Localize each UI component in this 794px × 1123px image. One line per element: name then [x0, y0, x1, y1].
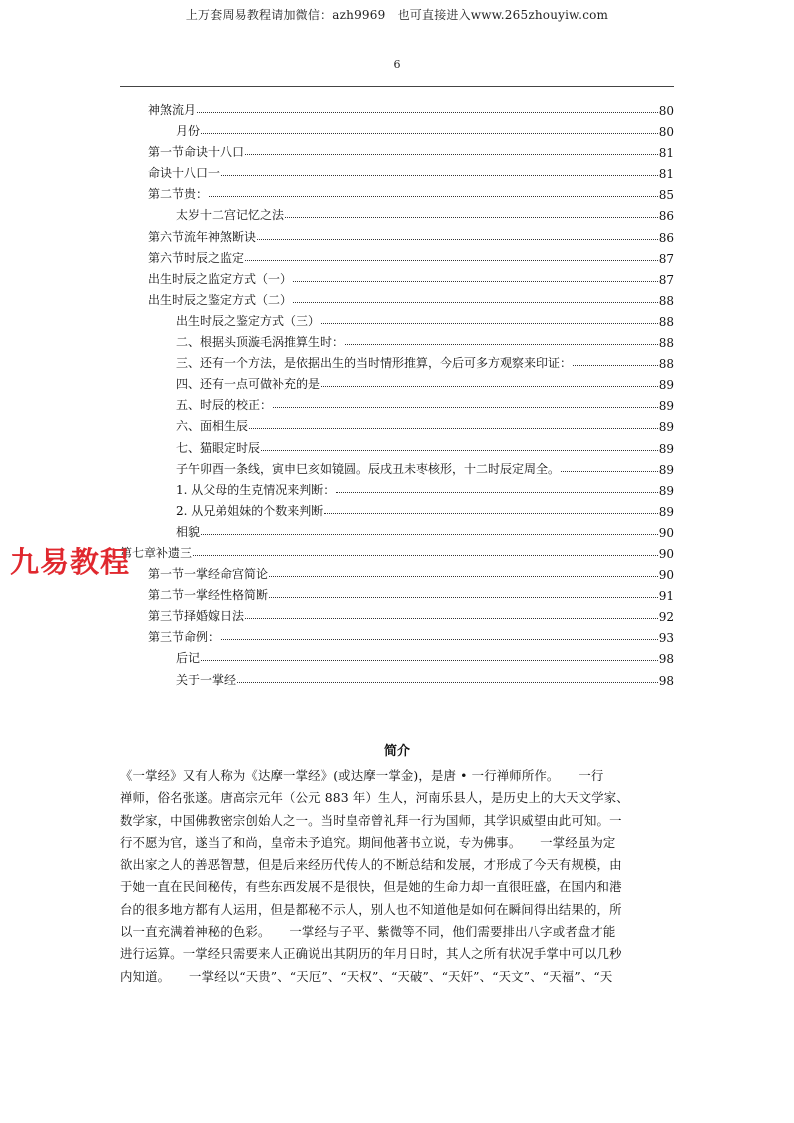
- toc-entry-label: 命诀十八口一: [148, 166, 221, 181]
- toc-entry-page: 88: [658, 336, 674, 351]
- toc-entry[interactable]: [0, 245, 794, 266]
- toc-entry-page: 89: [658, 399, 674, 414]
- toc-entry-label: 月份: [176, 124, 201, 139]
- toc-leader-dots: [261, 450, 658, 451]
- toc-entry-label: 三、还有一个方法，是依据出生的当时情形推算，今后可多方观察来印证：: [176, 356, 573, 371]
- toc-entry-page: 89: [658, 378, 674, 393]
- intro-paragraph-line: 行不愿为官，遂当了和尚，皇帝未予追究。期间他著书立说，专为佛事。 一掌经虽为定: [120, 834, 616, 850]
- toc-leader-dots: [201, 534, 658, 535]
- toc-entry-page: 81: [658, 167, 674, 182]
- toc-entry[interactable]: [0, 392, 794, 413]
- toc-leader-dots: [345, 344, 658, 345]
- toc-leader-dots: [249, 428, 658, 429]
- toc-entry[interactable]: [0, 329, 794, 350]
- toc-entry-label: 2. 从兄弟姐妹的个数来判断: [176, 503, 324, 518]
- toc-leader-dots: [197, 112, 658, 113]
- toc-leader-dots: [237, 682, 658, 683]
- toc-leader-dots: [293, 302, 658, 303]
- toc-entry[interactable]: [0, 97, 794, 118]
- toc-entry-label: 关于一掌经: [176, 672, 237, 687]
- toc-entry[interactable]: [0, 645, 794, 666]
- toc-entry-label: 第六节时辰之监定: [148, 250, 245, 265]
- toc-entry[interactable]: [0, 435, 794, 456]
- toc-entry[interactable]: [0, 603, 794, 624]
- toc-entry-label: 六、面相生辰: [176, 419, 249, 434]
- intro-paragraph-line: 数学家，中国佛教密宗创始人之一。当时皇帝曾礼拜一行为国师，其学识威望由此可知。一: [120, 812, 622, 828]
- toc-entry[interactable]: [0, 287, 794, 308]
- toc-entry[interactable]: [0, 519, 794, 540]
- toc-leader-dots: [201, 660, 658, 661]
- toc-entry-page: 80: [658, 104, 674, 118]
- toc-entry-page: 87: [658, 272, 674, 287]
- toc-entry-page: 86: [658, 230, 674, 245]
- toc-entry-page: 98: [658, 652, 674, 667]
- toc-entry[interactable]: [0, 224, 794, 245]
- toc-entry-label: 子午卯酉一条线，寅申巳亥如镜圆。辰戌丑未枣核形，十二时辰定周全。: [176, 461, 561, 476]
- toc-entry-page: 92: [658, 610, 674, 625]
- toc-leader-dots: [257, 239, 658, 240]
- toc-entry-label: 五、时辰的校正：: [176, 398, 273, 413]
- toc-entry-label: 第一节一掌经命宫简论: [148, 567, 269, 582]
- toc-entry-label: 第三节择婚嫁日法: [148, 609, 245, 624]
- toc-entry[interactable]: [0, 139, 794, 160]
- toc-entry-label: 太岁十二宫记忆之法: [176, 208, 285, 223]
- toc-entry[interactable]: [0, 371, 794, 392]
- toc-entry-page: 90: [658, 568, 674, 583]
- toc-leader-dots: [573, 365, 658, 366]
- toc-entry-page: 91: [658, 589, 674, 604]
- toc-entry-label: 第七章补遗三: [120, 545, 193, 560]
- toc-entry-page: 93: [658, 631, 674, 646]
- toc-entry-label: 出生时辰之鉴定方式（三）: [176, 313, 321, 328]
- toc-leader-dots: [336, 492, 657, 493]
- toc-entry-label: 第二节贵：: [148, 187, 209, 202]
- toc-entry-page: 88: [658, 357, 674, 372]
- toc-entry-page: 86: [658, 209, 674, 224]
- intro-paragraph-line: 《一掌经》又有人称为《达摩一掌经》(或达摩一掌金)，是唐 • 一行禅师所作。 一行: [120, 768, 604, 783]
- toc-entry-page: 89: [658, 483, 674, 498]
- intro-paragraph-line: 以一直充满着神秘的色彩。 一掌经与子平、紫微等不同，他们需要排出八字或者盘才能: [120, 924, 616, 940]
- toc-entry[interactable]: [0, 202, 794, 223]
- toc-leader-dots: [269, 576, 658, 577]
- intro-body: [120, 766, 674, 989]
- toc-leader-dots: [293, 281, 658, 282]
- toc-entry-label: 神煞流月: [148, 103, 197, 117]
- toc-leader-dots: [201, 133, 658, 134]
- toc-leader-dots: [245, 154, 658, 155]
- toc-entry-label: 四、还有一点可做补充的是: [176, 377, 321, 392]
- toc-entry[interactable]: [0, 266, 794, 287]
- toc-leader-dots: [324, 513, 657, 514]
- toc-leader-dots: [321, 323, 658, 324]
- toc-entry[interactable]: [0, 477, 794, 498]
- toc-entry-label: 出生时辰之监定方式（一）: [148, 271, 293, 286]
- toc-entry[interactable]: [0, 667, 794, 688]
- toc-entry-page: 85: [658, 188, 674, 203]
- intro-title: 简介: [383, 744, 410, 759]
- toc-entry[interactable]: [0, 498, 794, 519]
- toc-entry-label: 七、猫眼定时辰: [176, 440, 261, 455]
- toc-entry-page: 89: [658, 504, 674, 519]
- toc-entry-page: 87: [658, 251, 674, 266]
- toc-entry-page: 90: [658, 525, 674, 540]
- toc-entry-page: 80: [658, 125, 674, 140]
- toc-entry[interactable]: [0, 118, 794, 139]
- intro-paragraph-line: 台的很多地方都有人运用，但是都秘不示人，别人也不知道他是如何在瞬间得出结果的，所: [120, 901, 622, 917]
- toc-entry-page: 98: [658, 673, 674, 688]
- toc-entry-label: 后记: [176, 651, 201, 666]
- toc-entry-page: 81: [658, 146, 674, 161]
- toc-entry-label: 第三节命例：: [148, 630, 221, 645]
- toc-entry[interactable]: [0, 413, 794, 434]
- toc-entry-label: 第二节一掌经性格简断: [148, 588, 269, 603]
- intro-paragraph-line: 禅师，俗名张遂。唐高宗元年（公元 883 年）生人，河南乐县人，是历史上的大天文学家、: [120, 790, 629, 806]
- toc-entry-page: 90: [658, 546, 674, 561]
- toc-leader-dots: [321, 386, 658, 387]
- toc-entry-label: 第六节流年神煞断诀: [148, 229, 257, 244]
- intro-paragraph-line: 欲出家之人的善恶智慧，但是后来经历代传人的不断总结和发展，才形成了今天有规模，由: [120, 857, 622, 873]
- toc-leader-dots: [245, 618, 658, 619]
- toc-entry[interactable]: [0, 456, 794, 477]
- toc-entry[interactable]: [0, 350, 794, 371]
- toc-leader-dots: [273, 407, 658, 408]
- intro-paragraph-line: 于她一直在民间秘传，有些东西发展不是很快，但是她的生命力却一直很旺盛，在国内和港: [120, 879, 622, 895]
- toc-entry-label: 第一节命诀十八口: [148, 145, 245, 160]
- toc-leader-dots: [221, 639, 658, 640]
- page-header: 上万套周易教程请加微信：azh9969 也可直接进入www.265zhouyiw.com: [185, 8, 609, 22]
- page-number: 6: [393, 58, 401, 71]
- toc-leader-dots: [269, 597, 658, 598]
- toc-entry-page: 89: [658, 441, 674, 456]
- toc-entry[interactable]: [0, 624, 794, 645]
- watermark-logo: 九易教程: [10, 545, 131, 579]
- toc-leader-dots: [245, 260, 658, 261]
- toc-leader-dots: [285, 217, 658, 218]
- toc-entry-label: 二、根据头顶漩毛涡推算生时：: [176, 335, 345, 350]
- toc-entry-page: 89: [658, 420, 674, 435]
- intro-paragraph-line: 进行运算。一掌经只需要来人正确说出其阴历的年月日时，其人之所有状况手掌中可以几秒: [120, 946, 622, 962]
- toc-entry-page: 88: [658, 293, 674, 308]
- toc-entry[interactable]: [0, 160, 794, 181]
- toc-entry-label: 出生时辰之鉴定方式（二）: [148, 292, 293, 307]
- table-of-contents: [0, 97, 794, 688]
- intro-paragraph-line: 内知道。 一掌经以“天贵”、“天厄”、“天权”、“天破”、“天奸”、“天文”、“天福”、“天: [120, 968, 613, 984]
- toc-leader-dots: [193, 555, 658, 556]
- header-rule: [120, 86, 674, 87]
- toc-entry-page: 89: [658, 462, 674, 477]
- toc-entry-page: 88: [658, 314, 674, 329]
- toc-entry[interactable]: [0, 181, 794, 202]
- toc-leader-dots: [561, 471, 658, 472]
- toc-entry[interactable]: [0, 582, 794, 603]
- toc-leader-dots: [221, 175, 658, 176]
- toc-entry[interactable]: [0, 308, 794, 329]
- toc-entry-label: 1. 从父母的生克情况来判断：: [176, 482, 336, 497]
- toc-entry-label: 相貌: [176, 524, 201, 539]
- toc-leader-dots: [209, 196, 658, 197]
